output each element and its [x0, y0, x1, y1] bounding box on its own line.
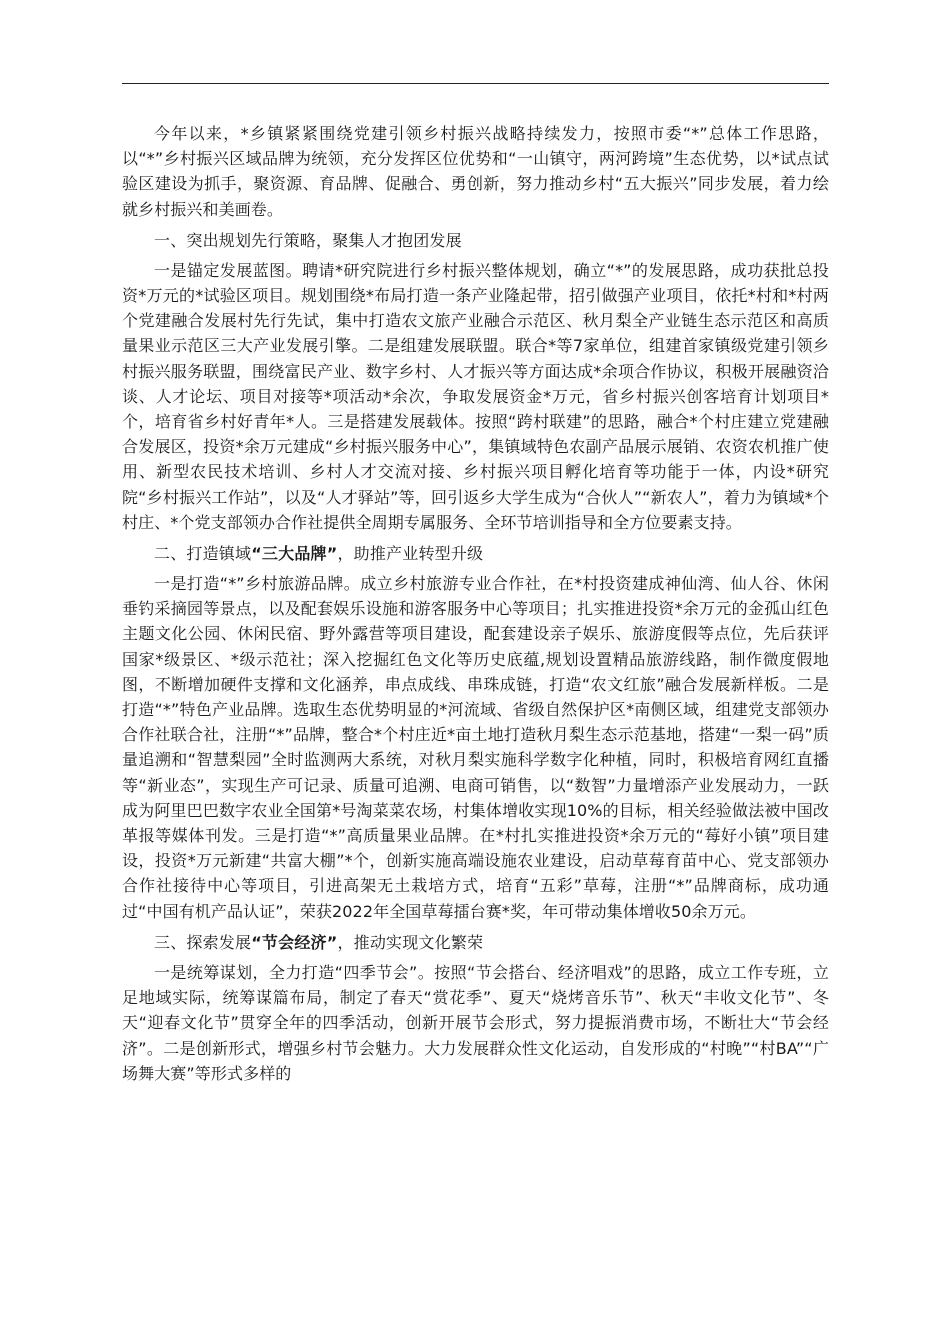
- section-2-paragraph: 一是打造“*”乡村旅游品牌。成立乡村旅游专业合作社，在*村投资建成神仙湾、仙人谷、休闲垂钓采摘园等景点，以及配套娱乐设施和游客服务中心等项目；扎实推进投资*余万元的金孤山红色主题文化公园、休闲民宿、野外露营等项目建设，配套建设亲子娱乐、旅游度假等点位，先后获评国家*级景区、*级示范社；深入挖掘红色文化等历史底蕴,规划设置精品旅游线路，制作微度假地图，不断增加硬件支撑和文化涵养，串点成线、串珠成链，打造“农文红旅”融合发展新样板。二是打造“*”特色产业品牌。选取生态优势明显的*河流域、省级自然保护区*南侧区域，组建党支部领办合作社联合社，注册“*”品牌，整合*个村庄近*亩土地打造秋月梨生态示范基地，搭建“一梨一码”质量追溯和“智慧梨园”全时监测两大系统，对秋月梨实施科学数字化种植，同时，积极培育网红直播等“新业态”，实现生产可记录、质量可追溯、电商可销售，以“数智”力量增添产业发展动力，一跃成为阿里巴巴数字农业全国第*号淘菜菜农场，村集体增收实现10%的目标，相关经验做法被中国改革报等媒体刊发。三是打造“*”高质量果业品牌。在*村扎实推进投资*余万元的“莓好小镇”项目建设，投资*万元新建“共富大棚”*个，创新实施高端设施农业建设，启动草莓育苗中心、党支部领办合作社接待中心等项目，引进高架无土栽培方式，培育“五彩”草莓，注册“*”品牌商标，成功通过“中国有机产品认证”，荣获2022年全国草莓擂台赛*奖，年可带动集体增收50余万元。: [122, 574, 829, 921]
- header-rule: [122, 83, 829, 84]
- section-2-heading-bold: “三大品牌”: [251, 544, 338, 564]
- section-1-paragraph: 一是锚定发展蓝图。聘请*研究院进行乡村振兴整体规划，确立“*”的发展思路，成功获批总投资*万元的*试验区项目。规划围绕*布局打造一条产业隆起带，招引做强产业项目，依托*村和*村两个党建融合发展村先行先试，集中打造农文旅产业融合示范区、秋月梨全产业链生态示范区和高质量果业示范区三大产业发展引擎。二是组建发展联盟。联合*等7家单位，组建首家镇级党建引领乡村振兴服务联盟，围绕富民产业、数字乡村、人才振兴等方面达成*余项合作协议，积极开展融资洽谈、人才论坛、项目对接等*项活动*余次，争取发展资金*万元，省乡村振兴创客培育计划项目*个，培育省乡村好青年*人。三是搭建发展载体。按照“跨村联建”的思路，融合*个村庄建立党建融合发展区，投资*余万元建成“乡村振兴服务中心”，集镇域特色农副产品展示展销、农资农机推广使用、新型农民技术培训、乡村人才交流对接、乡村振兴项目孵化培育等功能于一体，内设*研究院“乡村振兴工作站”，以及“人才驿站”等，回引返乡大学生成为“合伙人”“新农人”，着力为镇域*个村庄、*个党支部领办合作社提供全周期专属服务、全环节培训指导和全方位要素支持。: [122, 260, 829, 532]
- section-2-heading-text: 二、打造镇域: [154, 544, 252, 564]
- document-body: [122, 121, 829, 1086]
- section-1-heading-text: 一、突出规划先行策略，聚集人才抱团发展: [154, 230, 462, 250]
- section-2-heading: [122, 538, 829, 569]
- section-3-heading: [122, 927, 829, 958]
- section-3-heading-text: 三、探索发展: [154, 932, 252, 952]
- section-3-heading-bold: “节会经济”: [251, 932, 338, 952]
- section-2-heading-suffix: ，助推产业转型升级: [337, 544, 484, 564]
- section-3-paragraph: 一是统筹谋划，全力打造“四季节会”。按照“节会搭台、经济唱戏”的思路，成立工作专班，立足地域实际，统筹谋篇布局，制定了春天“赏花季”、夏天“烧烤音乐节”、秋天“丰收文化节”、冬天“迎春文化节”贯穿全年的四季活动，创新开展节会形式，努力提振消费市场，不断壮大“节会经济”。二是创新形式，增强乡村节会魅力。大力发展群众性文化运动，自发形成的“村晚”“村BA”“广场舞大赛”等形式多样的: [122, 962, 829, 1083]
- section-3-heading-suffix: ，推动实现文化繁荣: [337, 932, 484, 952]
- section-1-heading: [122, 225, 829, 256]
- intro-paragraph: 今年以来，*乡镇紧紧围绕党建引领乡村振兴战略持续发力，按照市委“*”总体工作思路，以“*”乡村振兴区域品牌为统领，充分发挥区位优势和“一山镇守，两河跨境”生态优势，以*试点试验区建设为抓手，聚资源、育品牌、促融合、勇创新，努力推动乡村“五大振兴”同步发展，着力绘就乡村振兴和美画卷。: [122, 124, 829, 219]
